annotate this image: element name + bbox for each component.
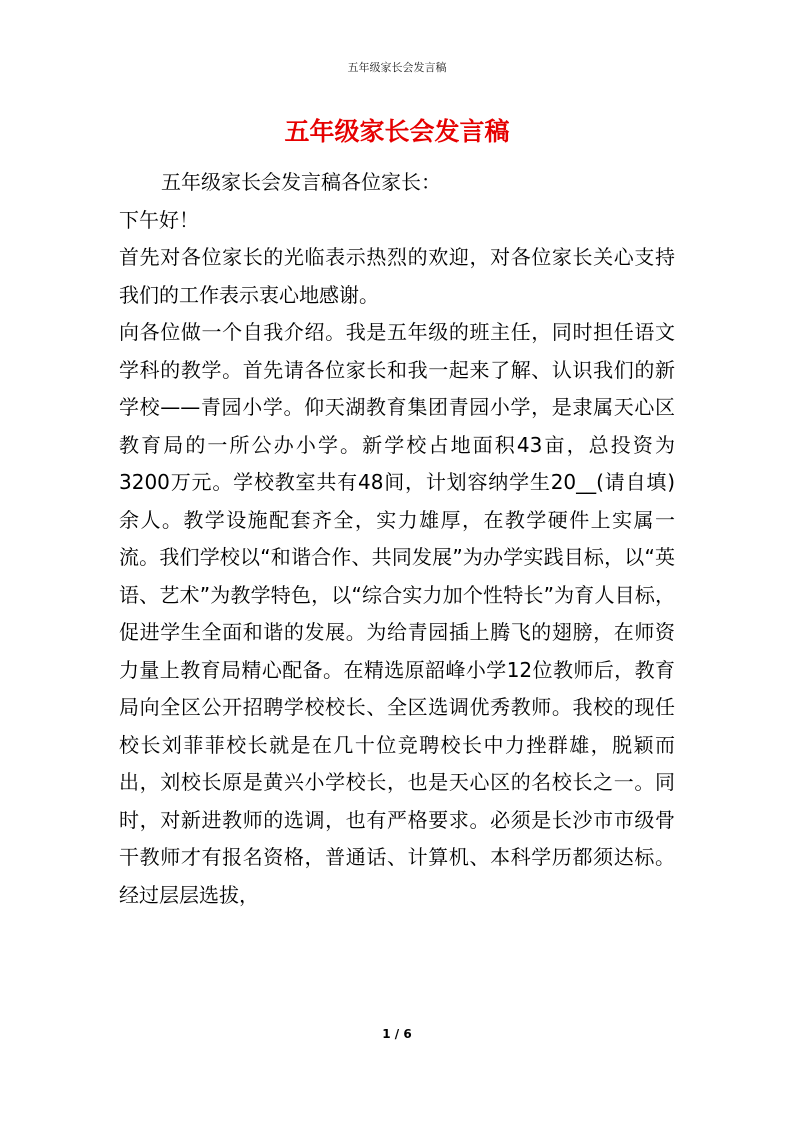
page-number: 1 / 6 — [382, 1027, 412, 1041]
welcome-paragraph: 首先对各位家长的光临表示热烈的欢迎，对各位家长关心支持我们的工作表示衷心地感谢。 — [119, 245, 675, 307]
introduction-paragraph: 向各位做一个自我介绍。我是五年级的班主任，同时担任语文学科的教学。首先请各位家长和我一起来了解、认识我们的新学校——青园小学。仰天湖教育集团青园小学，是隶属天心区教育局的一所公办小学。新学校占地面积43亩，总投资为3200万元。学校教室共有48间，计划容纳学生20__(请自填)余人。教学设施配套齐全，实力雄厚，在教学硬件上实属一流。我们学校以“和谐合作、共同发展”为办学实践目标，以“英语、艺术”为教学特色，以“综合实力加个性特长”为育人目标，促进学生全面和谐的发展。为给青园插上腾飞的翅膀，在师资力量上教育局精心配备。在精选原韶峰小学12位教师后，教育局向全区公开招聘学校校长、全区选调优秀教师。我校的现任校长刘菲菲校长就是在几十位竞聘校长中力挫群雄，脱颖而出，刘校长原是黄兴小学校长，也是天心区的名校长之一。同时，对新进教师的选调，也有严格要求。必须是长沙市市级骨干教师才有报名资格，普通话、计算机、本科学历都须达标。经过层层选拔， — [119, 320, 675, 907]
document-title: 五年级家长会发言稿 — [284, 117, 510, 146]
document-body — [119, 164, 675, 914]
greeting-paragraph: 五年级家长会发言稿各位家长： — [161, 170, 441, 194]
running-header: 五年级家长会发言稿 — [347, 61, 447, 74]
salutation-paragraph: 下午好！ — [119, 207, 199, 232]
